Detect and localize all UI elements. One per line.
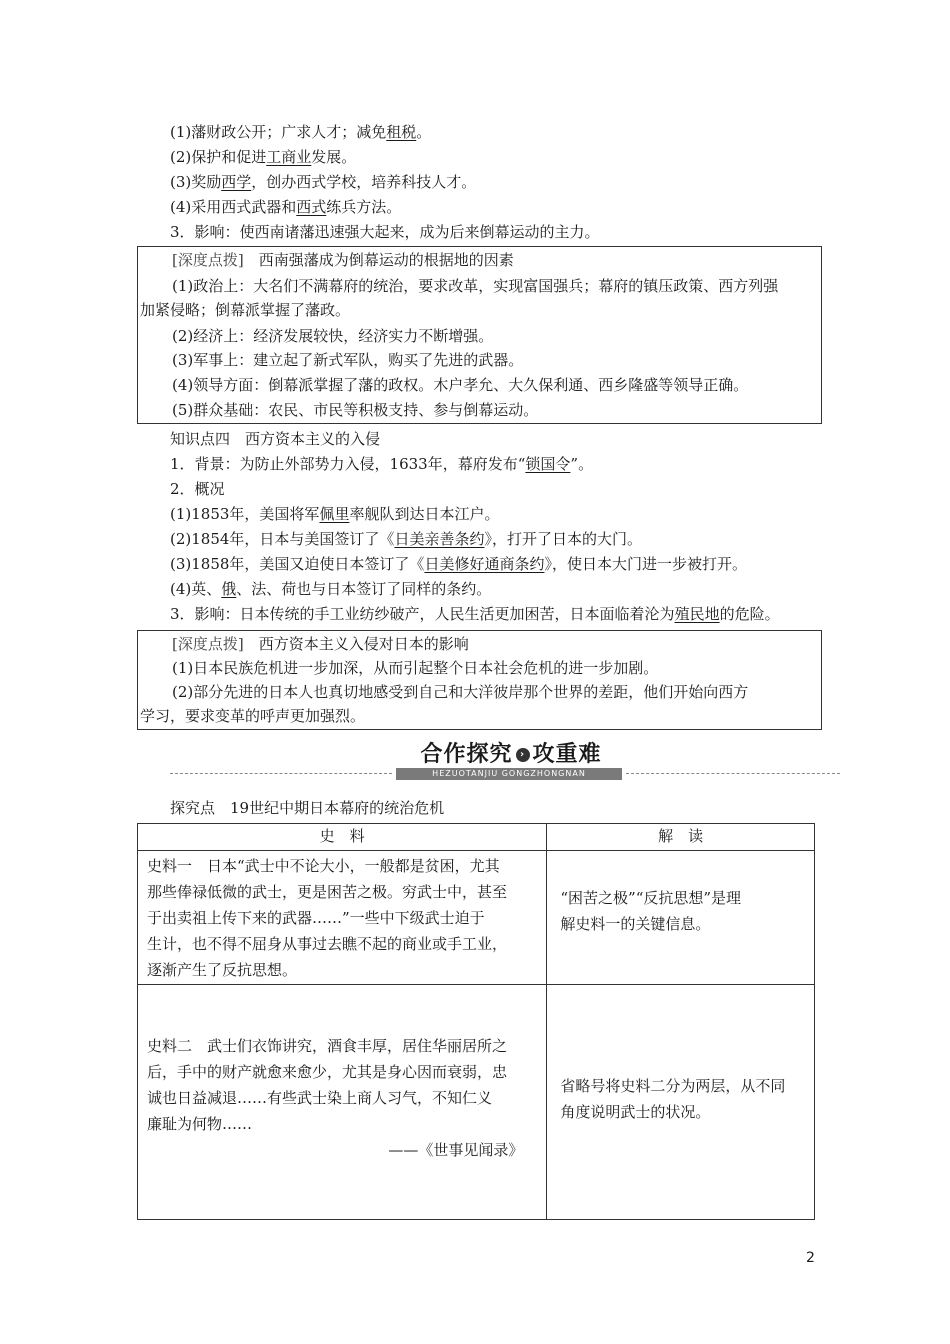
insight-box-2 (137, 630, 822, 730)
banner-divider-right (626, 773, 840, 774)
insight-item-cont: 加紧侵略；倒幕派掌握了藩政。 (140, 301, 351, 319)
column-header-source: 史 料 (138, 824, 547, 851)
measure-line-2: (2)保护和促进工商业发展。 (170, 148, 357, 166)
overview-item-1: (1)1853年，美国将军佩里率舰队到达日本江户。 (170, 505, 500, 523)
source-citation: ——《世事见闻录》 (388, 1141, 524, 1159)
effect-line: 3．影响：日本传统的手工业纺纱破产，人民生活更加困苦，日本面临着沦为殖民地的危险。 (170, 605, 780, 623)
insight-item: (1)政治上：大名们不满幕府的统治，要求改革，实现富国强兵；幕府的镇压政策、西方列强 (172, 277, 779, 295)
insight-item-cont: 学习，要求变革的呼声更加强烈。 (140, 707, 366, 725)
insight-item: (3)军事上：建立起了新式军队，购买了先进的武器。 (172, 351, 524, 369)
insight-item: (5)群众基础：农民、市民等积极支持、参与倒幕运动。 (172, 401, 539, 419)
knowledge-point-heading: 知识点四 西方资本主义的入侵 (170, 430, 381, 448)
reading-text-1: “困苦之极”“反抗思想”是理 解史料一的关键信息。 (560, 889, 742, 933)
insight-box-1 (137, 246, 822, 424)
insight-item: (2)部分先进的日本人也真切地感受到自己和大洋彼岸那个世界的差距，他们开始向西方 (172, 683, 749, 701)
banner-pinyin: HEZUOTANJIU GONGZHONGNAN (396, 768, 622, 780)
overview-item-4: (4)英、俄、法、荷也与日本签订了同样的条约。 (170, 580, 492, 598)
table-row (138, 851, 815, 985)
arrow-circle-icon: › (516, 748, 530, 762)
inquiry-heading: 探究点 19世纪中期日本幕府的统治危机 (170, 799, 445, 817)
measure-line-3: (3)奖励西学，创办西式学校，培养科技人才。 (170, 173, 477, 191)
reading-cell-2 (547, 985, 815, 1220)
measure-line-4: (4)采用西式武器和西式练兵方法。 (170, 198, 402, 216)
background-line: 1．背景：为防止外部势力入侵，1633年，幕府发布“锁国令”。 (170, 455, 594, 473)
overview-item-2: (2)1854年，日本与美国签订了《日美亲善条约》，打开了日本的大门。 (170, 530, 642, 548)
source-table (137, 823, 815, 1220)
reading-cell-1 (547, 851, 815, 985)
insight-heading: [深度点拨] 西南强藩成为倒幕运动的根据地的因素 (172, 251, 514, 269)
reading-text-2: 省略号将史料二分为两层，从不同 角度说明武士的状况。 (560, 1077, 786, 1121)
table-header-row (138, 824, 815, 851)
banner-title: 合作探究 › 攻重难 (420, 742, 602, 767)
table-row (138, 985, 815, 1220)
insight-item: (2)经济上：经济发展较快，经济实力不断增强。 (172, 327, 494, 345)
insight-item: (4)领导方面：倒幕派掌握了藩的政权。木户孝允、大久保利通、西乡隆盛等领导正确。 (172, 376, 749, 394)
overview-item-3: (3)1858年，美国又迫使日本签订了《日美修好通商条约》，使日本大门进一步被打开。 (170, 555, 747, 573)
source-cell-1 (138, 851, 547, 985)
measure-line-1: (1)藩财政公开；广求人才；减免租税。 (170, 123, 432, 141)
page-number: 2 (806, 1250, 815, 1266)
overview-heading: 2．概况 (170, 480, 225, 498)
column-header-reading: 解 读 (547, 824, 815, 851)
insight-heading: [深度点拨] 西方资本主义入侵对日本的影响 (172, 635, 469, 653)
insight-item: (1)日本民族危机进一步加深，从而引起整个日本社会危机的进一步加剧。 (172, 659, 659, 677)
influence-line: 3．影响：使西南诸藩迅速强大起来，成为后来倒幕运动的主力。 (170, 223, 600, 241)
banner-divider-left (170, 773, 392, 774)
source-text-2: 史料二 武士们衣饰讲究，酒食丰厚，居住华丽居所之 后，手中的财产就愈来愈少，尤其是身心因而衰弱，忠 诚也日益减退……有些武士染上商人习气，不知仁义 廉耻为何物…… ——《世事见闻录》 (139, 986, 545, 1163)
section-banner (170, 740, 840, 784)
source-text-1: 史料一 日本“武士中不论大小，一般都是贫困，尤其 那些俸禄低微的武士，更是困苦之极。穷武士中，甚至 于出卖祖上传下来的武器……”一些中下级武士迫于 生计，也不得不屈身从事过去瞧不起的商业或手工业， 逐渐产生了反抗思想。 (147, 857, 508, 979)
source-cell-2 (138, 985, 547, 1220)
